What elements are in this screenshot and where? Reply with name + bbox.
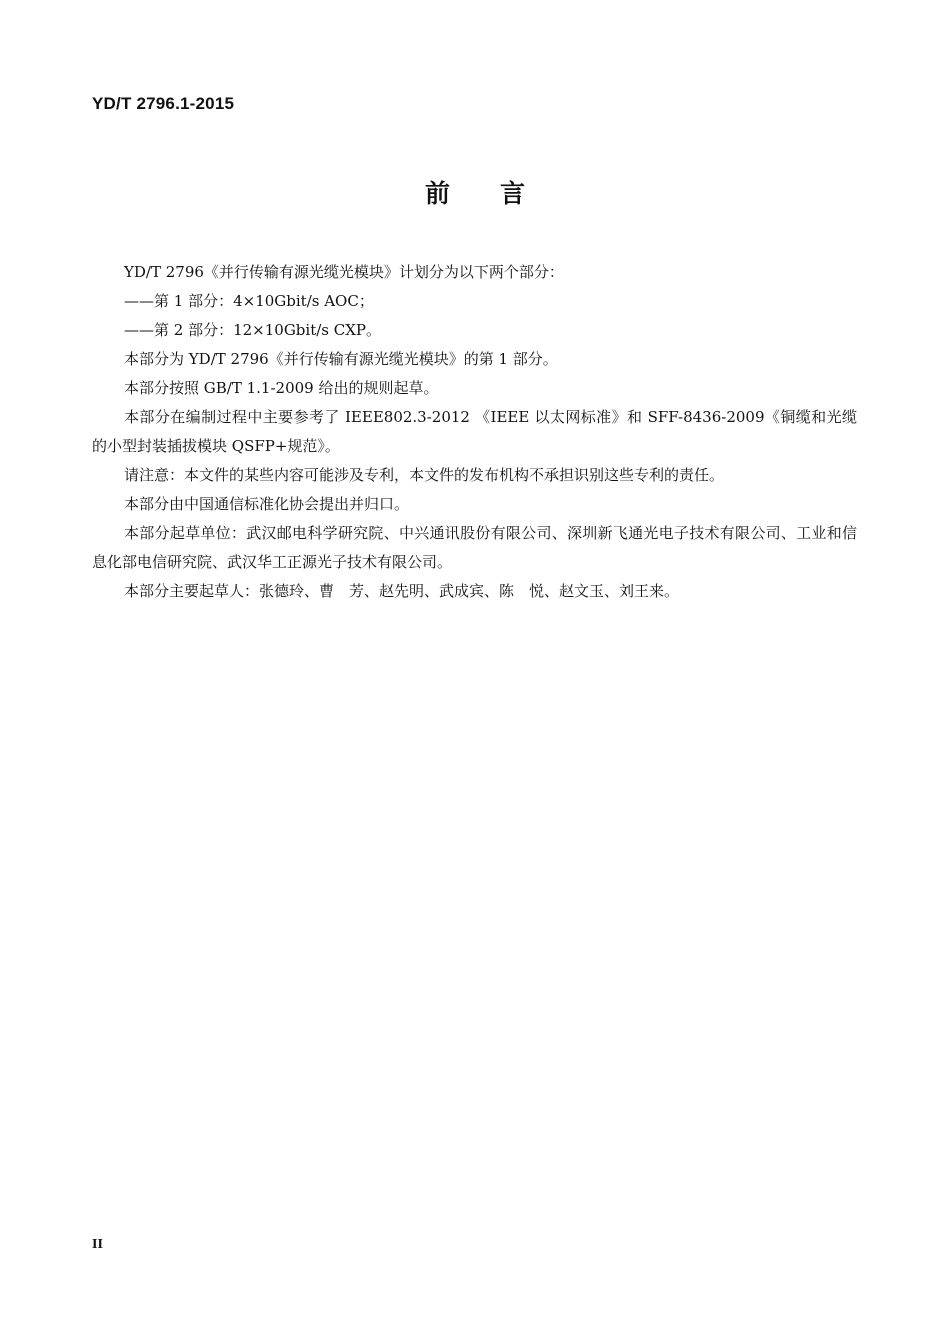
paragraph: 本部分为 YD/T 2796《并行传输有源光缆光模块》的第 1 部分。: [124, 350, 558, 368]
preface-body: [92, 258, 857, 606]
page-number: II: [92, 1237, 103, 1252]
paragraph: 本部分在编制过程中主要参考了 IEEE802.3-2012 《IEEE 以太网标准》和 SFF-8436-2009《铜缆和光缆的小型封装插拔模块 QSFP+规范》。: [92, 408, 857, 455]
paragraph: 本部分主要起草人：张德玲、曹 芳、赵先明、武成宾、陈 悦、赵文玉、刘王来。: [124, 582, 680, 600]
paragraph: ——第 1 部分：4×10Gbit/s AOC；: [124, 292, 374, 310]
paragraph: 请注意：本文件的某些内容可能涉及专利，本文件的发布机构不承担识别这些专利的责任。: [124, 466, 725, 484]
document-code: YD/T 2796.1-2015: [92, 94, 235, 113]
paragraph: ——第 2 部分：12×10Gbit/s CXP。: [124, 321, 382, 339]
paragraph: YD/T 2796《并行传输有源光缆光模块》计划分为以下两个部分：: [124, 263, 564, 281]
section-title: 前言: [424, 179, 575, 208]
paragraph: 本部分起草单位：武汉邮电科学研究院、中兴通讯股份有限公司、深圳新飞通光电子技术有限公司、工业和信息化部电信研究院、武汉华工正源光子技术有限公司。: [92, 524, 857, 571]
paragraph: 本部分按照 GB/T 1.1-2009 给出的规则起草。: [124, 379, 439, 397]
paragraph: 本部分由中国通信标准化协会提出并归口。: [124, 495, 410, 513]
